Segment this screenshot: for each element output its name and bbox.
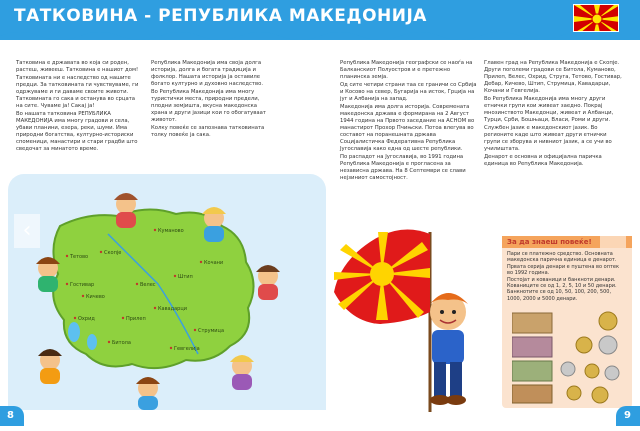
macedonia-map-svg bbox=[8, 174, 326, 410]
city-label: Битола bbox=[112, 340, 131, 346]
city-label: Штип bbox=[178, 274, 193, 280]
paragraph: Службен јазик е македонскиот јазик. Во регионите каде што живеат други етнички групи се зборува и нивниот јазик, а се учи во училиштата. bbox=[484, 125, 612, 152]
paragraph: Македонија има долга историја. Современата македонска држава е формирана на 2 Август 1944 година на Првото заседание на АСНОМ во манастирот Прохор Пчињски. Потоа влегува во составот на поранешната држава Социјалистичка Федеративна Република Југославија како една од шесте републики. bbox=[340, 104, 475, 152]
city-dot bbox=[174, 275, 176, 277]
city-label: Скопје bbox=[104, 250, 122, 256]
info-box-text bbox=[502, 248, 626, 305]
city-label: Струмица bbox=[198, 328, 225, 334]
paragraph: Во нашата татковина РЕПУБЛИКА МАКЕДОНИЈА има многу градови и села, убави планини, езера, реки, шуми. Има природни богатства, културно-историски споменици, манастири и стари градби што сведочат за минатото време. bbox=[16, 111, 138, 152]
chevron-left-icon: ‹ bbox=[22, 218, 32, 243]
paragraph: Република Македонија географски се наоѓа на Балканскиот Полуостров и е претежно планинска земја. bbox=[340, 60, 473, 80]
lake-prespa bbox=[87, 334, 97, 350]
map-illustration bbox=[8, 174, 326, 410]
page-number-right: 9 bbox=[616, 406, 640, 426]
city-label: Тетово bbox=[70, 254, 89, 260]
paragraph: Главен град на Република Македонија е Скопје. Други поголеми градови се Битола, Куманово, Прилеп, Велес, Охрид, Струга, Тетово, Гостивар, Дебар, Кичево, Штип, Струмица, Кавадарци, Кочани и Гевгелија. bbox=[484, 60, 622, 94]
text-column-2 bbox=[151, 60, 275, 140]
city-dot bbox=[100, 251, 102, 253]
city-label: Куманово bbox=[158, 228, 184, 234]
page-title: ТАТКОВИНА - РЕПУБЛИКА МАКЕДОНИЈА bbox=[14, 6, 427, 26]
city-label: Прилеп bbox=[126, 316, 146, 322]
city-dot bbox=[200, 261, 202, 263]
city-label: Велес bbox=[140, 282, 156, 288]
city-dot bbox=[108, 341, 110, 343]
city-dot bbox=[194, 329, 196, 331]
prev-arrow-button[interactable] bbox=[14, 214, 40, 248]
info-box-heading: За да знаеш повеќе! bbox=[502, 236, 632, 248]
paragraph: Постојат и кованици и банкноти денари. Кованиците се од 1, 2, 5, 10 и 50 денари. Банкнотите се од 10, 50, 100, 200, 500, 1000, 2000 и 5000 денари. bbox=[507, 276, 617, 302]
paragraph: Татковина е државата во која си роден, растеш, живееш. Татковина е нашиот дом! bbox=[16, 60, 139, 73]
city-dot bbox=[170, 347, 172, 349]
boy-with-flag-illustration bbox=[330, 212, 480, 412]
paragraph: По распадот на Југославија, во 1991 година Република Македонија е прогласена за независна држава. На 8 Септември се слави нејзиниот самостојност. bbox=[340, 154, 466, 181]
city-dot bbox=[136, 283, 138, 285]
paragraph: Во Република Македонија има многу туристички места, природни предели, плодни земјишта, вкусна македонска храна и други јазици кои го обогатуваат животот. bbox=[151, 89, 267, 123]
macedonia-flag-icon bbox=[573, 4, 619, 32]
text-column-1 bbox=[16, 60, 143, 154]
paragraph: Во Република Македонија има многу други етнички групи кои живеат заедно. Покрај мнозинството Македонци, живеат и Албанци, Турци, Срби, Бошњаци, Власи, Роми и други. bbox=[484, 96, 614, 123]
city-label: Кочани bbox=[204, 260, 224, 266]
next-arrow-button[interactable] bbox=[600, 214, 626, 248]
city-dot bbox=[66, 255, 68, 257]
paragraph: Денарот е основна и официјална паричка единица во Република Македонија. bbox=[484, 154, 602, 168]
paragraph: Пари се платежно средство. Основната македонска парична единица е денарот. Првата серија денари е пуштена во оптек во 1992 година. bbox=[507, 251, 619, 277]
city-label: Охрид bbox=[78, 316, 95, 322]
city-dot bbox=[82, 295, 84, 297]
page-number-left: 8 bbox=[0, 406, 24, 426]
coins-banknotes-illustration bbox=[512, 311, 624, 405]
city-dot bbox=[122, 317, 124, 319]
city-dot bbox=[66, 283, 68, 285]
city-label: Кавадарци bbox=[158, 306, 187, 312]
city-dot bbox=[74, 317, 76, 319]
paragraph: Татковината ни е наследство од нашите предци. За татковината ги чувствуваме, ги одржуваме и ги даваме своите животи. Татковината го сака и останува во срцата на сите. Чуваме ја! Сакај ја! bbox=[16, 75, 139, 109]
lake-ohrid bbox=[68, 322, 80, 342]
city-dot bbox=[154, 307, 156, 309]
paragraph: Од сите четири страни таа се граничи со Србија и Косово на север, Бугарија на исток, Грција на југ и Албанија на запад. bbox=[340, 82, 477, 103]
header-wave bbox=[0, 30, 640, 48]
city-label: Кичево bbox=[86, 294, 105, 300]
chevron-right-icon: › bbox=[608, 218, 618, 243]
city-dot bbox=[154, 229, 156, 231]
text-column-3 bbox=[340, 60, 478, 183]
text-column-4 bbox=[484, 60, 622, 170]
paragraph: Република Македонија има своја долга историја, долга и богата традиција и фолклор. Нашата историја ја оставиле богато културно и духовно наследство. bbox=[151, 60, 264, 87]
city-label: Гевгелија bbox=[174, 346, 200, 352]
city-label: Гостивар bbox=[70, 282, 95, 288]
paragraph: Колку повеќе се запознава татковината толку повеќе ја сака. bbox=[151, 125, 265, 139]
